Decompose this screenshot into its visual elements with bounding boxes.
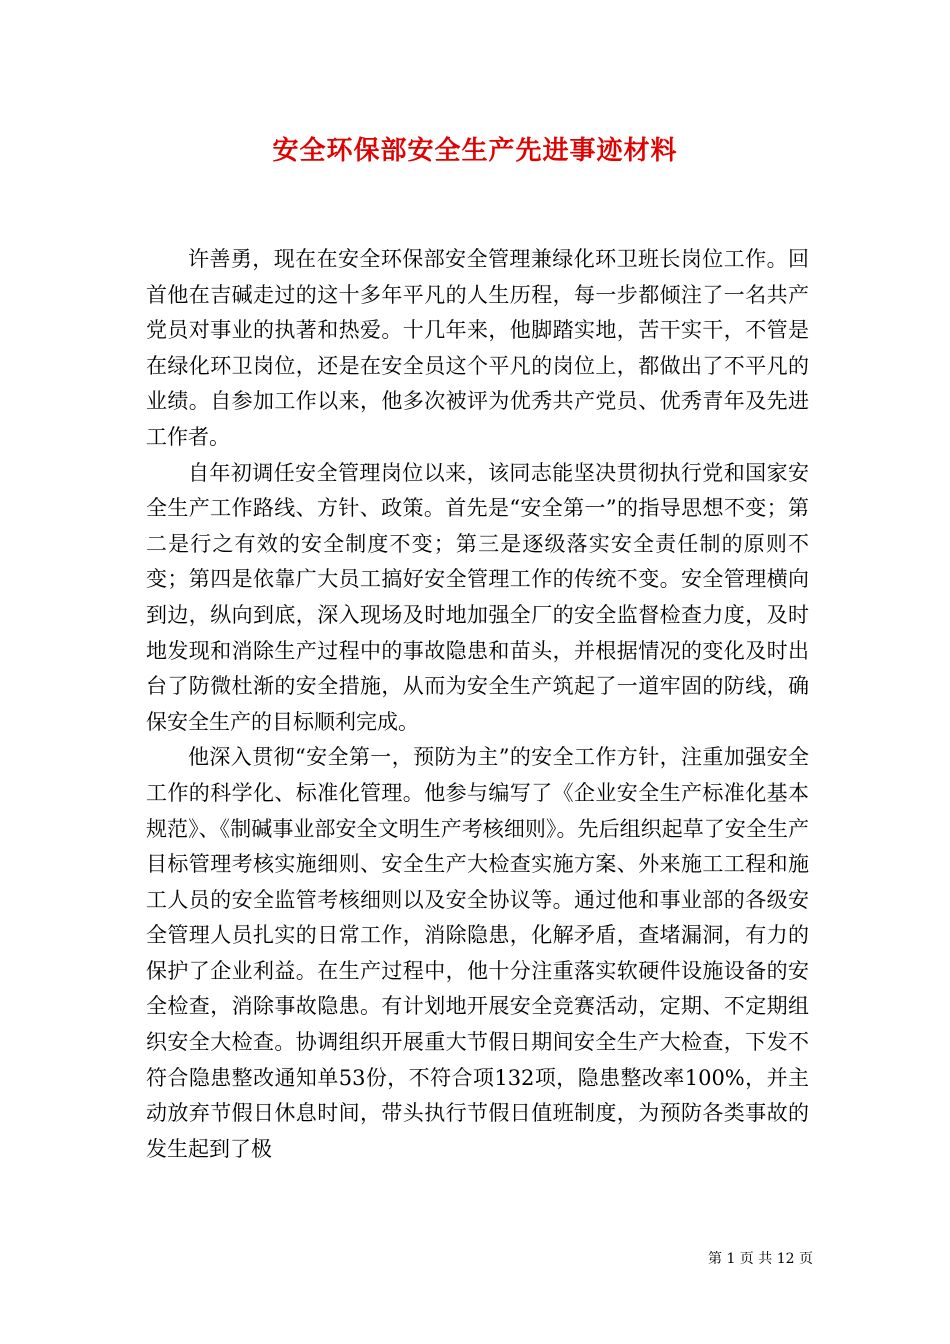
paragraph-1: 许善勇，现在在安全环保部安全管理兼绿化环卫班长岗位工作。回首他在吉碱走过的这十多年平凡的人生历程，每一步都倾注了一名共产党员对事业的执著和热爱。十几年来，他脚踏实地，苦干实干，不管是在绿化环卫岗位，还是在安全员这个平凡的岗位上，都做出了不平凡的业绩。自参加工作以来，他多次被评为优秀共产党员、优秀青年及先进工作者。: [146, 247, 809, 449]
paragraph-2: 自年初调任安全管理岗位以来，该同志能坚决贯彻执行党和国家安全生产工作路线、方针、政策。首先是“安全第一”的指导思想不变；第二是行之有效的安全制度不变；第三是逐级落实安全责任制的原则不变；第四是依靠广大员工搞好安全管理工作的传统不变。安全管理横向到边，纵向到底，深入现场及时地加强全厂的安全监督检查力度，及时地发现和消除生产过程中的事故隐患和苗头，并根据情况的变化及时出台了防微杜渐的安全措施，从而为安全生产筑起了一道牢固的防线，确保安全生产的目标顺利完成。: [146, 460, 809, 734]
document-title: 安全环保部安全生产先进事迹材料: [272, 136, 678, 166]
document-body: [146, 242, 809, 1167]
page-number-footer: 第 1 页 共 12 页: [708, 1251, 813, 1267]
paragraph-3: 他深入贯彻“安全第一，预防为主”的安全工作方针，注重加强安全工作的科学化、标准化管理。他参与编写了《企业安全生产标准化基本规范》、《制碱事业部安全文明生产考核细则》。先后组织起草了安全生产目标管理考核实施细则、安全生产大检查实施方案、外来施工工程和施工人员的安全监管考核细则以及安全协议等。通过他和事业部的各级安全管理人员扎实的日常工作，消除隐患，化解矛盾，查堵漏洞，有力的保护了企业利益。在生产过程中，他十分注重落实软硬件设施设备的安全检查，消除事故隐患。有计划地开展安全竞赛活动，定期、不定期组织安全大检查。协调组织开展重大节假日期间安全生产大检查，下发不符合隐患整改通知单53份，不符合项132项，隐患整改率100%，并主动放弃节假日休息时间，带头执行节假日值班制度，为预防各类事故的发生起到了极: [146, 745, 809, 1161]
